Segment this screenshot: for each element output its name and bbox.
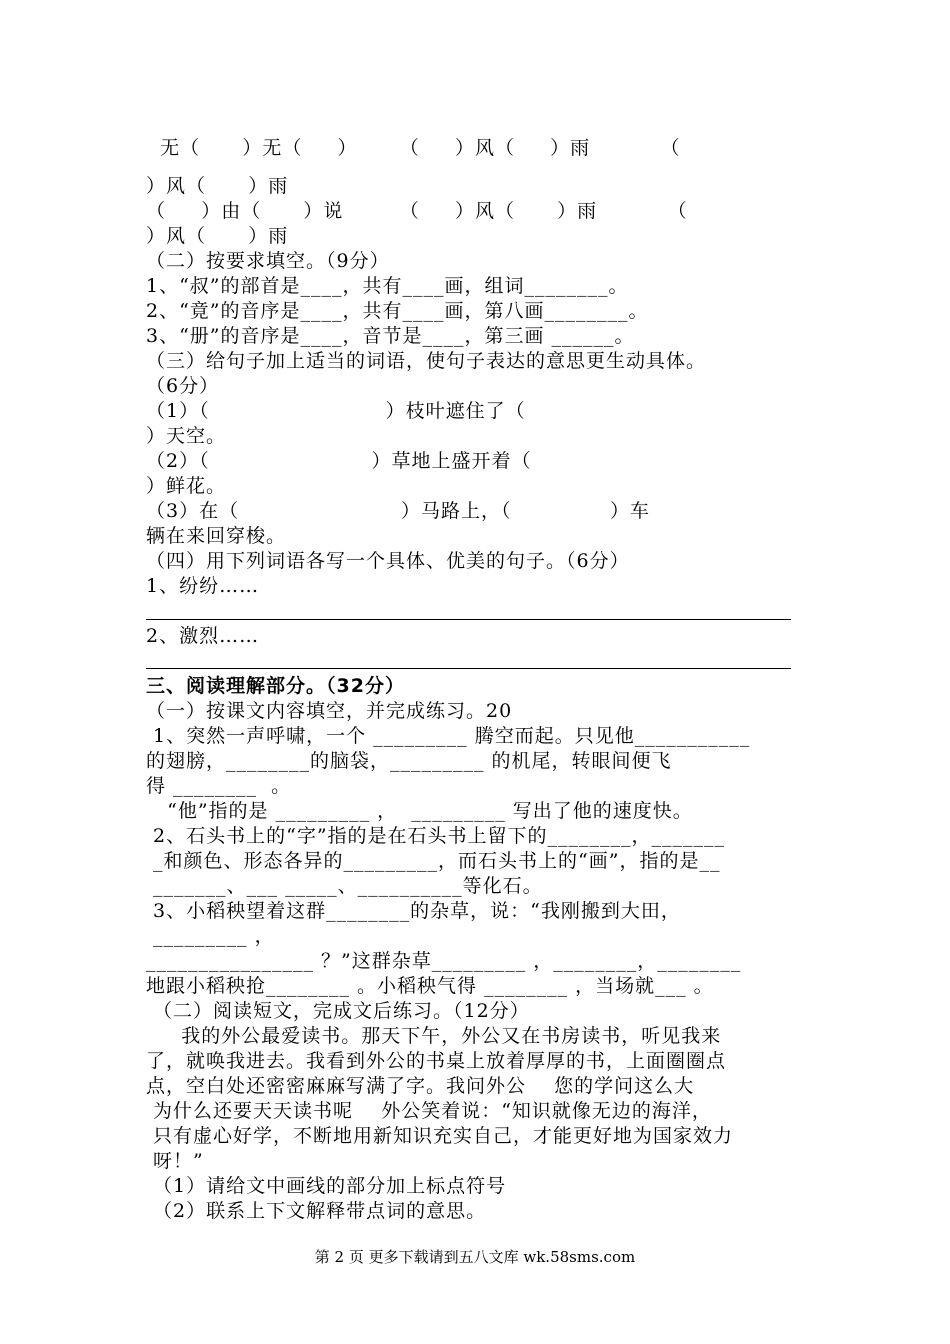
reading-line: （一）按课文内容填空，并完成练习。20	[146, 700, 513, 722]
reading-line: _________ ，	[146, 925, 275, 947]
idiom-line-1: 无（ ）无（ ） （ ）风（ ）雨 （	[146, 137, 681, 159]
reading-line: 2、石头书上的“字”指的是在石头书上留下的________，_______	[146, 825, 726, 847]
sentence-line: （2）（ ）草地上盛开着（	[146, 450, 532, 472]
reading-line: _______、___ _____、__________等化石。	[146, 875, 543, 897]
question-line: （2）联系上下文解释带点词的意思。	[146, 1200, 487, 1222]
question-line: 2、“竟”的音序是____，共有____画，第八画________。	[146, 300, 649, 322]
reading-line: 3、小稻秧望着这群________的杂草，说：“我刚搬到大田，	[146, 900, 681, 922]
sentence-line: （3）在（ ）马路上，（ ）车	[146, 500, 651, 522]
sentence-line: 辆在来回穿梭。	[146, 525, 287, 547]
answer-rule	[146, 668, 791, 669]
reading-line: 得 ________ 。	[146, 775, 292, 797]
section3-heading: 三、阅读理解部分。（32分）	[146, 675, 405, 697]
idiom-line-1-cont: ）风（ ）雨	[146, 175, 289, 197]
part3-score: （6分）	[146, 375, 220, 397]
part4-heading: （四）用下列词语各写一个具体、优美的句子。（6分）	[146, 550, 630, 572]
part3-heading: （三）给句子加上适当的词语，使句子表达的意思更生动具体。	[146, 350, 707, 372]
sentence-line: ）天空。	[146, 425, 227, 447]
question-line: （1）请给文中画线的部分加上标点符号	[146, 1175, 507, 1197]
page-footer: 第 2 页 更多下载请到五八文库 wk.58sms.com	[314, 1248, 636, 1266]
word-prompt-1: 1、纷纷……	[146, 575, 260, 597]
word-prompt-2: 2、激烈……	[146, 625, 260, 647]
reading-line: 地跟小稻秧抢________ 。小稻秧气得 ________ ，当场就___ 。	[146, 975, 714, 997]
question-line: 3、“册”的音序是____，音节是____，第三画 ______。	[146, 325, 635, 347]
passage-line: 点，空白处还密密麻麻写满了字。我问外公 您的学问这么大	[146, 1075, 695, 1097]
passage-line: 呀！”	[146, 1150, 204, 1172]
reading-line: ________________ ？”这群杂草_________ ，________，________	[146, 950, 742, 972]
idiom-line-2: （ ）由（ ）说 （ ）风（ ）雨 （	[146, 200, 688, 222]
passage-line: 了，就唤我进去。我看到外公的书桌上放着厚厚的书，上面圈圈点	[146, 1050, 727, 1072]
reading-line: _和颜色、形态各异的_________，而石头书上的“画”，指的是__	[146, 850, 721, 872]
sentence-line: （1）（ ）枝叶遮住了（	[146, 400, 526, 422]
passage-line: 为什么还要天天读书呢 外公笑着说：“知识就像无边的海洋，	[146, 1100, 712, 1122]
reading-line: “他”指的是 _________ ， _________ 写出了他的速度快。	[146, 800, 693, 822]
part2-heading: （二）按要求填空。（9分）	[146, 250, 390, 272]
reading-line: （二）阅读短文，完成文后练习。（12分）	[146, 1000, 530, 1022]
reading-line: 1、突然一声呼啸，一个 _________ 腾空而起。只见他___________	[146, 725, 751, 747]
idiom-line-2-cont: ）风（ ）雨	[146, 225, 289, 247]
passage-line: 只有虚心好学，不断地用新知识充实自己，才能更好地为国家效力	[146, 1125, 734, 1147]
answer-rule	[146, 619, 791, 620]
reading-line: 的翅膀，________的脑袋，_________ 的机尾，转眼间便飞	[146, 750, 672, 772]
question-line: 1、“叔”的部首是____，共有____画，组词________。	[146, 275, 629, 297]
passage-line: 我的外公最爱读书。那天下午，外公又在书房读书，听见我来	[146, 1025, 722, 1047]
sentence-line: ）鲜花。	[146, 475, 227, 497]
